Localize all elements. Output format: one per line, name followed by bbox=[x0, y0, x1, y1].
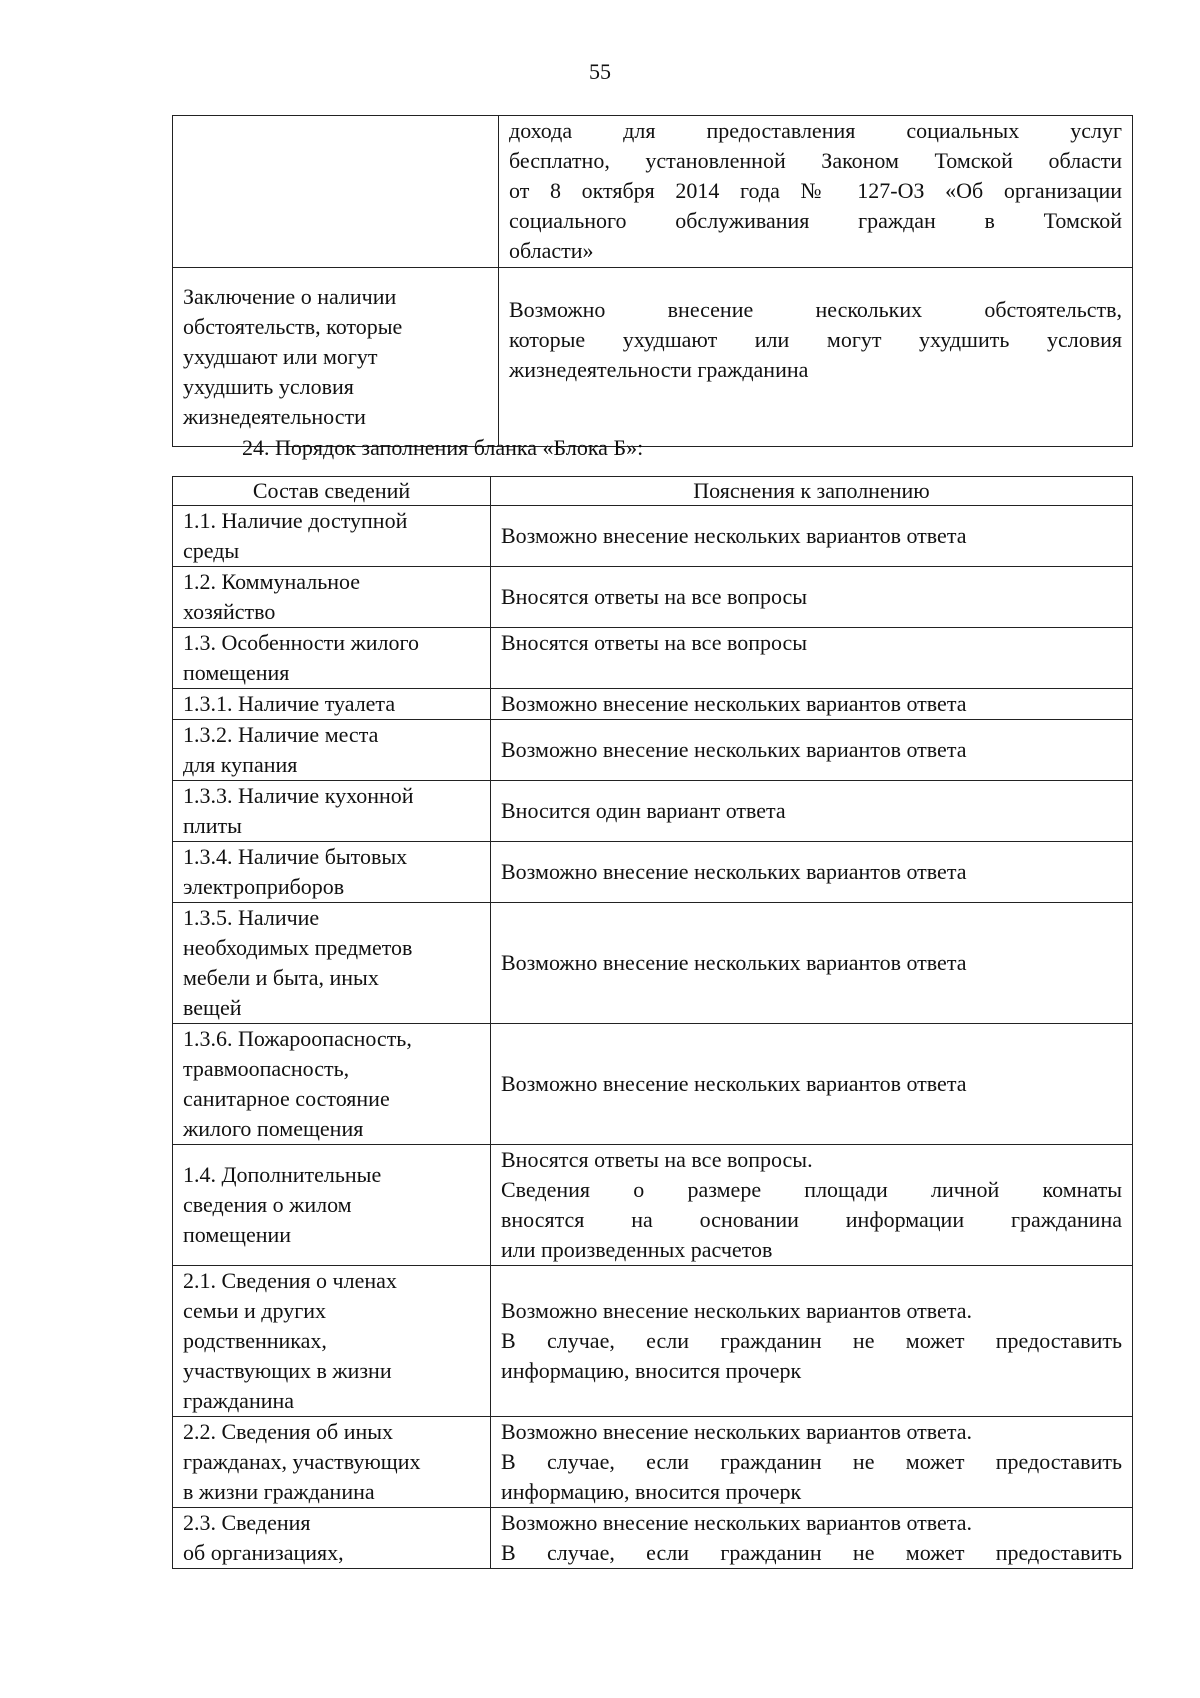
cell-line: или произведенных расчетов bbox=[501, 1237, 773, 1262]
cell-line: 2.2. Сведения об иных bbox=[183, 1419, 394, 1444]
cell-line: сведения о жилом bbox=[183, 1192, 352, 1217]
row-label-cell bbox=[173, 567, 491, 628]
cell-line: электроприборов bbox=[183, 874, 345, 899]
cell-line: Возможно внесение нескольких вариантов ответа bbox=[501, 1071, 967, 1096]
cell-line: гражданина bbox=[183, 1388, 295, 1413]
table-row bbox=[173, 1508, 1133, 1569]
row-label-cell bbox=[173, 1266, 491, 1417]
cell-line: обстоятельств, которые bbox=[183, 314, 403, 339]
cell-line: жилого помещения bbox=[183, 1116, 364, 1141]
cell-line: Вносятся ответы на все вопросы bbox=[501, 584, 808, 609]
page-number: 55 bbox=[589, 59, 611, 84]
table-row bbox=[173, 842, 1133, 903]
row-description-cell bbox=[499, 268, 1133, 447]
row-description-cell bbox=[499, 116, 1133, 268]
cell-line: 1.3.5. Наличие bbox=[183, 905, 320, 930]
row-description-cell bbox=[491, 1417, 1133, 1508]
cell-line: ухудшить условия bbox=[183, 374, 354, 399]
table-row bbox=[173, 268, 1133, 447]
row-description-cell bbox=[491, 1508, 1133, 1569]
cell-line: 1.3.2. Наличие места bbox=[183, 722, 379, 747]
cell-line: 1.2. Коммунальное bbox=[183, 569, 361, 594]
cell-line: Вносятся ответы на все вопросы. bbox=[501, 1147, 813, 1172]
cell-line: 2.1. Сведения о членах bbox=[183, 1268, 397, 1293]
cell-line: мебели и быта, иных bbox=[183, 965, 379, 990]
cell-line: необходимых предметов bbox=[183, 935, 413, 960]
table-row bbox=[173, 720, 1133, 781]
row-label-cell bbox=[173, 1508, 491, 1569]
cell-line: информацию, вносится прочерк bbox=[501, 1358, 802, 1383]
cell-line: об организациях, bbox=[183, 1540, 344, 1565]
row-label-cell bbox=[173, 1145, 491, 1266]
cell-line: в жизни гражданина bbox=[183, 1479, 375, 1504]
cell-line: плиты bbox=[183, 813, 242, 838]
row-description-cell bbox=[491, 842, 1133, 903]
cell-line: 1.3.3. Наличие кухонной bbox=[183, 783, 414, 808]
cell-line: от 8 октября 2014 года № 127-ОЗ «Об организации bbox=[509, 178, 1122, 203]
cell-line: помещения bbox=[183, 660, 290, 685]
cell-line: 1.4. Дополнительные bbox=[183, 1162, 382, 1187]
row-label-cell bbox=[173, 689, 491, 720]
cell-line: Возможно внесение нескольких вариантов ответа bbox=[501, 950, 967, 975]
cell-line: В случае, если гражданин не может предоставить bbox=[501, 1540, 1122, 1565]
cell-line: санитарное состояние bbox=[183, 1086, 390, 1111]
cell-line: среды bbox=[183, 538, 240, 563]
table-row bbox=[173, 903, 1133, 1024]
cell-line: Возможно внесение нескольких вариантов ответа. bbox=[501, 1510, 972, 1535]
cell-line: Сведения о размере площади личной комнаты bbox=[501, 1177, 1122, 1202]
row-description-cell bbox=[491, 628, 1133, 689]
cell-line: В случае, если гражданин не может предоставить bbox=[501, 1449, 1122, 1474]
cell-line: Вносятся ответы на все вопросы bbox=[501, 630, 808, 655]
row-description-cell bbox=[491, 1024, 1133, 1145]
table-row bbox=[173, 567, 1133, 628]
cell-line: гражданах, участвующих bbox=[183, 1449, 421, 1474]
cell-line: семьи и других bbox=[183, 1298, 326, 1323]
column-header: Пояснения к заполнению bbox=[491, 477, 1133, 506]
cell-line: области» bbox=[509, 238, 594, 263]
row-label-cell bbox=[173, 628, 491, 689]
cell-line: 2.3. Сведения bbox=[183, 1510, 311, 1535]
cell-line: 1.3.6. Пожароопасность, bbox=[183, 1026, 412, 1051]
cell-line: Возможно внесение нескольких вариантов ответа bbox=[501, 523, 967, 548]
cell-line: Возможно внесение нескольких обстоятельств, bbox=[509, 297, 1122, 322]
cell-line: жизнедеятельности гражданина bbox=[509, 357, 809, 382]
cell-line: помещении bbox=[183, 1222, 292, 1247]
table-row bbox=[173, 628, 1133, 689]
cell-line: 1.1. Наличие доступной bbox=[183, 508, 408, 533]
cell-line: Возможно внесение нескольких вариантов ответа bbox=[501, 691, 967, 716]
row-description-cell bbox=[491, 720, 1133, 781]
table-row bbox=[173, 1266, 1133, 1417]
cell-line: В случае, если гражданин не может предоставить bbox=[501, 1328, 1122, 1353]
cell-line: которые ухудшают или могут ухудшить условия bbox=[509, 327, 1122, 352]
row-description-cell bbox=[491, 689, 1133, 720]
table-row bbox=[173, 1024, 1133, 1145]
row-description-cell bbox=[491, 903, 1133, 1024]
column-header: Состав сведений bbox=[173, 477, 491, 506]
cell-line: Возможно внесение нескольких вариантов ответа. bbox=[501, 1298, 972, 1323]
cell-line: дохода для предоставления социальных услуг bbox=[509, 118, 1122, 143]
continuation-table bbox=[172, 115, 1133, 447]
row-label-cell bbox=[173, 720, 491, 781]
cell-line: вещей bbox=[183, 995, 242, 1020]
table-row bbox=[173, 1145, 1133, 1266]
row-label-cell bbox=[173, 842, 491, 903]
row-label-cell bbox=[173, 1024, 491, 1145]
row-label-cell bbox=[173, 116, 499, 268]
cell-line: 1.3.4. Наличие бытовых bbox=[183, 844, 408, 869]
cell-line: хозяйство bbox=[183, 599, 276, 624]
table-row bbox=[173, 1417, 1133, 1508]
table-header-row bbox=[173, 477, 1133, 506]
cell-line: травмоопасность, bbox=[183, 1056, 350, 1081]
cell-line: Возможно внесение нескольких вариантов ответа bbox=[501, 737, 967, 762]
row-label-cell bbox=[173, 903, 491, 1024]
cell-line: Возможно внесение нескольких вариантов ответа. bbox=[501, 1419, 972, 1444]
cell-line: родственниках, bbox=[183, 1328, 327, 1353]
cell-line: для купания bbox=[183, 752, 298, 777]
row-label-cell bbox=[173, 1417, 491, 1508]
section-heading: 24. Порядок заполнения бланка «Блока Б»: bbox=[242, 435, 644, 460]
row-description-cell bbox=[491, 567, 1133, 628]
row-label-cell bbox=[173, 268, 499, 447]
row-description-cell bbox=[491, 1145, 1133, 1266]
row-label-cell bbox=[173, 781, 491, 842]
cell-line: 1.3. Особенности жилого bbox=[183, 630, 419, 655]
row-label-cell bbox=[173, 506, 491, 567]
cell-line: Заключение о наличии bbox=[183, 284, 397, 309]
cell-line: бесплатно, установленной Законом Томской области bbox=[509, 148, 1122, 173]
table-row bbox=[173, 689, 1133, 720]
cell-line: вносятся на основании информации гражданина bbox=[501, 1207, 1122, 1232]
cell-line: информацию, вносится прочерк bbox=[501, 1479, 802, 1504]
cell-line: Вносится один вариант ответа bbox=[501, 798, 786, 823]
cell-line: ухудшают или могут bbox=[183, 344, 378, 369]
row-description-cell bbox=[491, 506, 1133, 567]
cell-line: участвующих в жизни bbox=[183, 1358, 392, 1383]
table-row bbox=[173, 781, 1133, 842]
cell-line: жизнедеятельности bbox=[183, 404, 366, 429]
cell-line: Возможно внесение нескольких вариантов ответа bbox=[501, 859, 967, 884]
table-row bbox=[173, 506, 1133, 567]
cell-line: социального обслуживания граждан в Томской bbox=[509, 208, 1122, 233]
row-description-cell bbox=[491, 1266, 1133, 1417]
row-description-cell bbox=[491, 781, 1133, 842]
block-b-table bbox=[172, 476, 1133, 1569]
cell-line: 1.3.1. Наличие туалета bbox=[183, 691, 396, 716]
table-row bbox=[173, 116, 1133, 268]
